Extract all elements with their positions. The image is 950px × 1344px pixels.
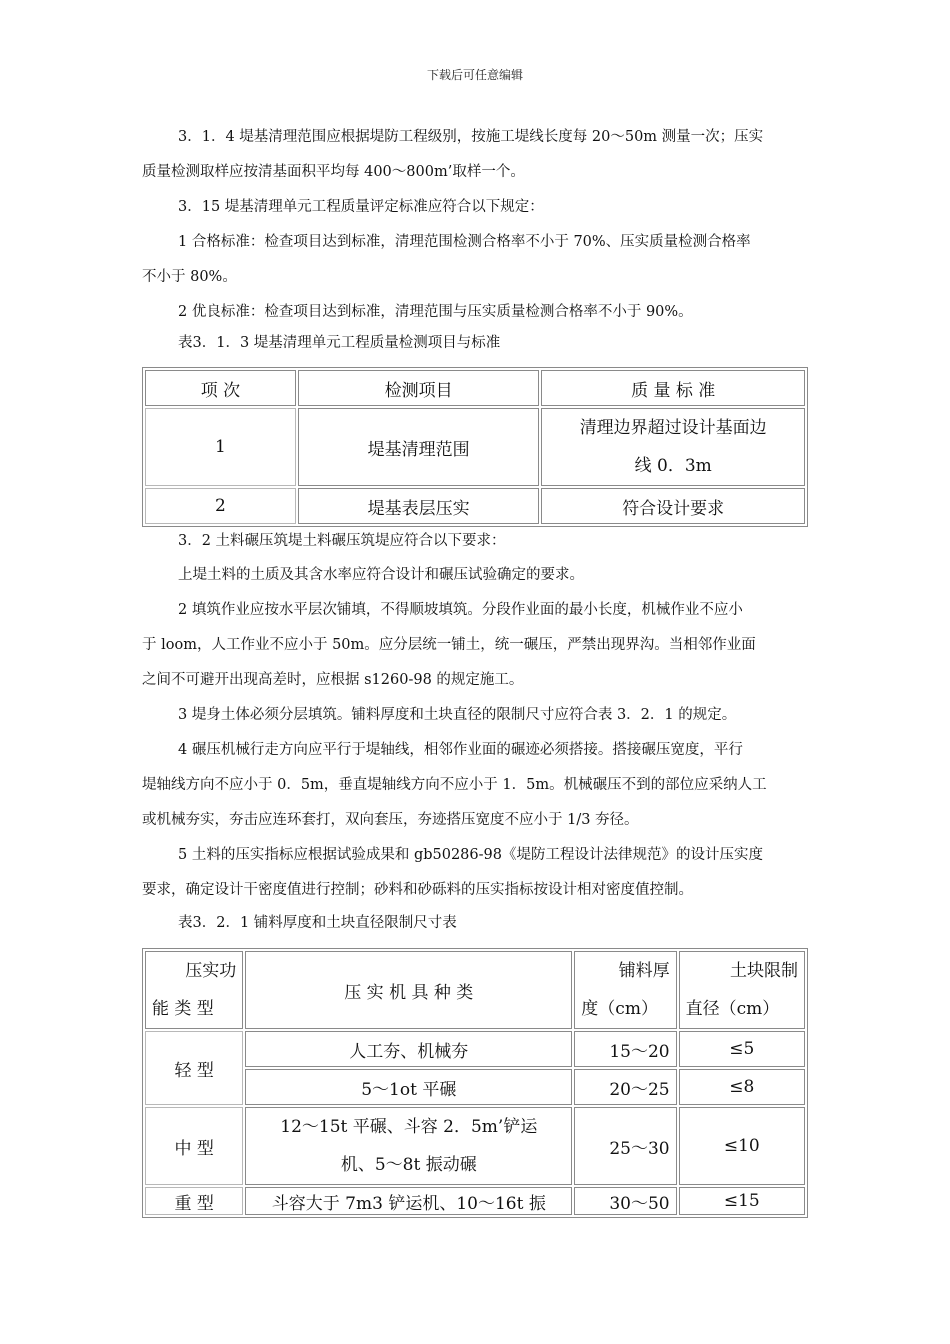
paragraph-filling-line1: 2 填筑作业应按水平层次铺填，不得顺坡填筑。分段作业面的最小长度，机械作业不应小 <box>178 602 743 618</box>
table2-heavy-row1-diameter: ≤15 <box>679 1187 805 1215</box>
paragraph-compaction-line2: 要求，确定设计干密度值进行控制；砂料和砂砾料的压实指标按设计相对密度值控制。 <box>142 882 693 898</box>
table2-type-medium: 中 型 <box>145 1107 243 1185</box>
table2-light-row2-thickness: 20～25 <box>574 1069 676 1105</box>
paragraph-rolling-line1: 4 碾压机械行走方向应平行于堤轴线，相邻作业面的碾迹必须搭接。搭接碾压宽度，平行 <box>178 742 743 758</box>
table2-caption: 表3．2．1 铺料厚度和土块直径限制尺寸表 <box>178 915 457 931</box>
table2-header-type <box>145 951 243 1029</box>
paragraph-compaction-line1: 5 土料的压实指标应根据试验成果和 gb50286-98《堤防工程设计法律规范》的设计压实度 <box>178 847 763 863</box>
paragraph-3-15: 3．15 堤基清理单元工程质量评定标准应符合以下规定： <box>178 199 544 215</box>
table2-type-heavy: 重 型 <box>145 1187 243 1215</box>
page-header: 下载后可任意编辑 <box>426 68 523 82</box>
table1-row1-item: 堤基清理范围 <box>298 408 539 486</box>
table1-row2-no: 2 <box>145 488 296 524</box>
table-lift-thickness-limits <box>142 948 808 1218</box>
table2-medium-row1-machine-line1: 12～15t 平碾、斗容 2．5m’铲运 <box>280 1117 538 1137</box>
paragraph-3-1-4-line1: 3．1．4 堤基清理范围应根据堤防工程级别，按施工堤线长度每 20～50m 测量一次；压实 <box>178 129 764 145</box>
paragraph-excellent-standard: 2 优良标准：检查项目达到标准，清理范围与压实质量检测合格率不小于 90%。 <box>178 304 693 320</box>
table2-medium-row1-machine <box>245 1107 572 1185</box>
table1-row1-standard <box>541 408 805 486</box>
table2-header-diameter-line1: 土块限制 <box>730 961 798 981</box>
table2-header-diameter <box>679 951 805 1029</box>
table1-header-standard: 质 量 标 准 <box>541 370 805 406</box>
table2-light-row2-diameter: ≤8 <box>679 1069 805 1105</box>
paragraph-rolling-line2: 堤轴线方向不应小于 0．5m，垂直堤轴线方向不应小于 1．5m。机械碾压不到的部位应采纳人工 <box>142 777 767 793</box>
paragraph-3-2: 3．2 土料碾压筑堤土料碾压筑堤应符合以下要求： <box>178 533 506 549</box>
paragraph-rolling-line3: 或机械夯实，夯击应连环套打，双向套压，夯迹搭压宽度不应小于 1/3 夯径。 <box>142 812 639 828</box>
table2-light-row2-machine: 5～1ot 平碾 <box>245 1069 572 1105</box>
paragraph-pass-standard-line1: 1 合格标准：检查项目达到标准，清理范围检测合格率不小于 70%、压实质量检测合格率 <box>178 234 751 250</box>
table2-header-thickness-line2: 度（cm） <box>581 999 658 1019</box>
table1-row2-item: 堤基表层压实 <box>298 488 539 524</box>
table2-header-thickness <box>574 951 676 1029</box>
table2-type-light: 轻 型 <box>145 1031 243 1105</box>
table2-header-thickness-line1: 铺料厚 <box>618 961 670 981</box>
paragraph-filling-line3: 之间不可避开出现高差时，应根据 s1260-98 的规定施工。 <box>142 672 524 688</box>
table2-header-diameter-line2: 直径（cm） <box>685 999 780 1019</box>
table2-light-row1-machine: 人工夯、机械夯 <box>245 1031 572 1067</box>
table2-medium-row1-thickness: 25～30 <box>574 1107 676 1185</box>
table1-row1-standard-line2: 线 0．3m <box>634 456 712 476</box>
table2-medium-row1-machine-line2: 机、5～8t 振动碾 <box>340 1155 477 1175</box>
table1-row2-standard: 符合设计要求 <box>541 488 805 524</box>
table2-heavy-row1-machine: 斗容大于 7m3 铲运机、10～16t 振 <box>245 1187 572 1215</box>
table2-medium-row1-diameter: ≤10 <box>679 1107 805 1185</box>
table2-header-machine: 压 实 机 具 种 类 <box>245 951 572 1029</box>
paragraph-soil-requirement: 上堤土料的土质及其含水率应符合设计和碾压试验确定的要求。 <box>178 567 584 583</box>
table1-caption: 表3．1．3 堤基清理单元工程质量检测项目与标准 <box>178 335 501 351</box>
table2-header-type-line1: 压实功 <box>185 961 237 981</box>
table2-light-row1-diameter: ≤5 <box>679 1031 805 1067</box>
paragraph-layered-filling: 3 堤身土体必须分层填筑。铺料厚度和土块直径的限制尺寸应符合表 3．2．1 的规定。 <box>178 707 737 723</box>
table2-header-type-line2: 能 类 型 <box>152 999 214 1019</box>
paragraph-pass-standard-line2: 不小于 80%。 <box>142 269 237 285</box>
table1-row1-no: 1 <box>145 408 296 486</box>
table2-light-row1-thickness: 15～20 <box>574 1031 676 1067</box>
table-foundation-clearing-standards <box>142 367 808 527</box>
table1-row1-standard-line1: 清理边界超过设计基面边 <box>579 418 767 438</box>
paragraph-3-1-4-line2: 质量检测取样应按清基面积平均每 400～800m’取样一个。 <box>142 164 525 180</box>
table1-header-item: 检测项目 <box>298 370 539 406</box>
table2-heavy-row1-thickness: 30～50 <box>574 1187 676 1215</box>
table1-header-no: 项 次 <box>145 370 296 406</box>
paragraph-filling-line2: 于 loom，人工作业不应小于 50m。应分层统一铺土，统一碾压，严禁出现界沟。当相邻作业面 <box>142 637 756 653</box>
